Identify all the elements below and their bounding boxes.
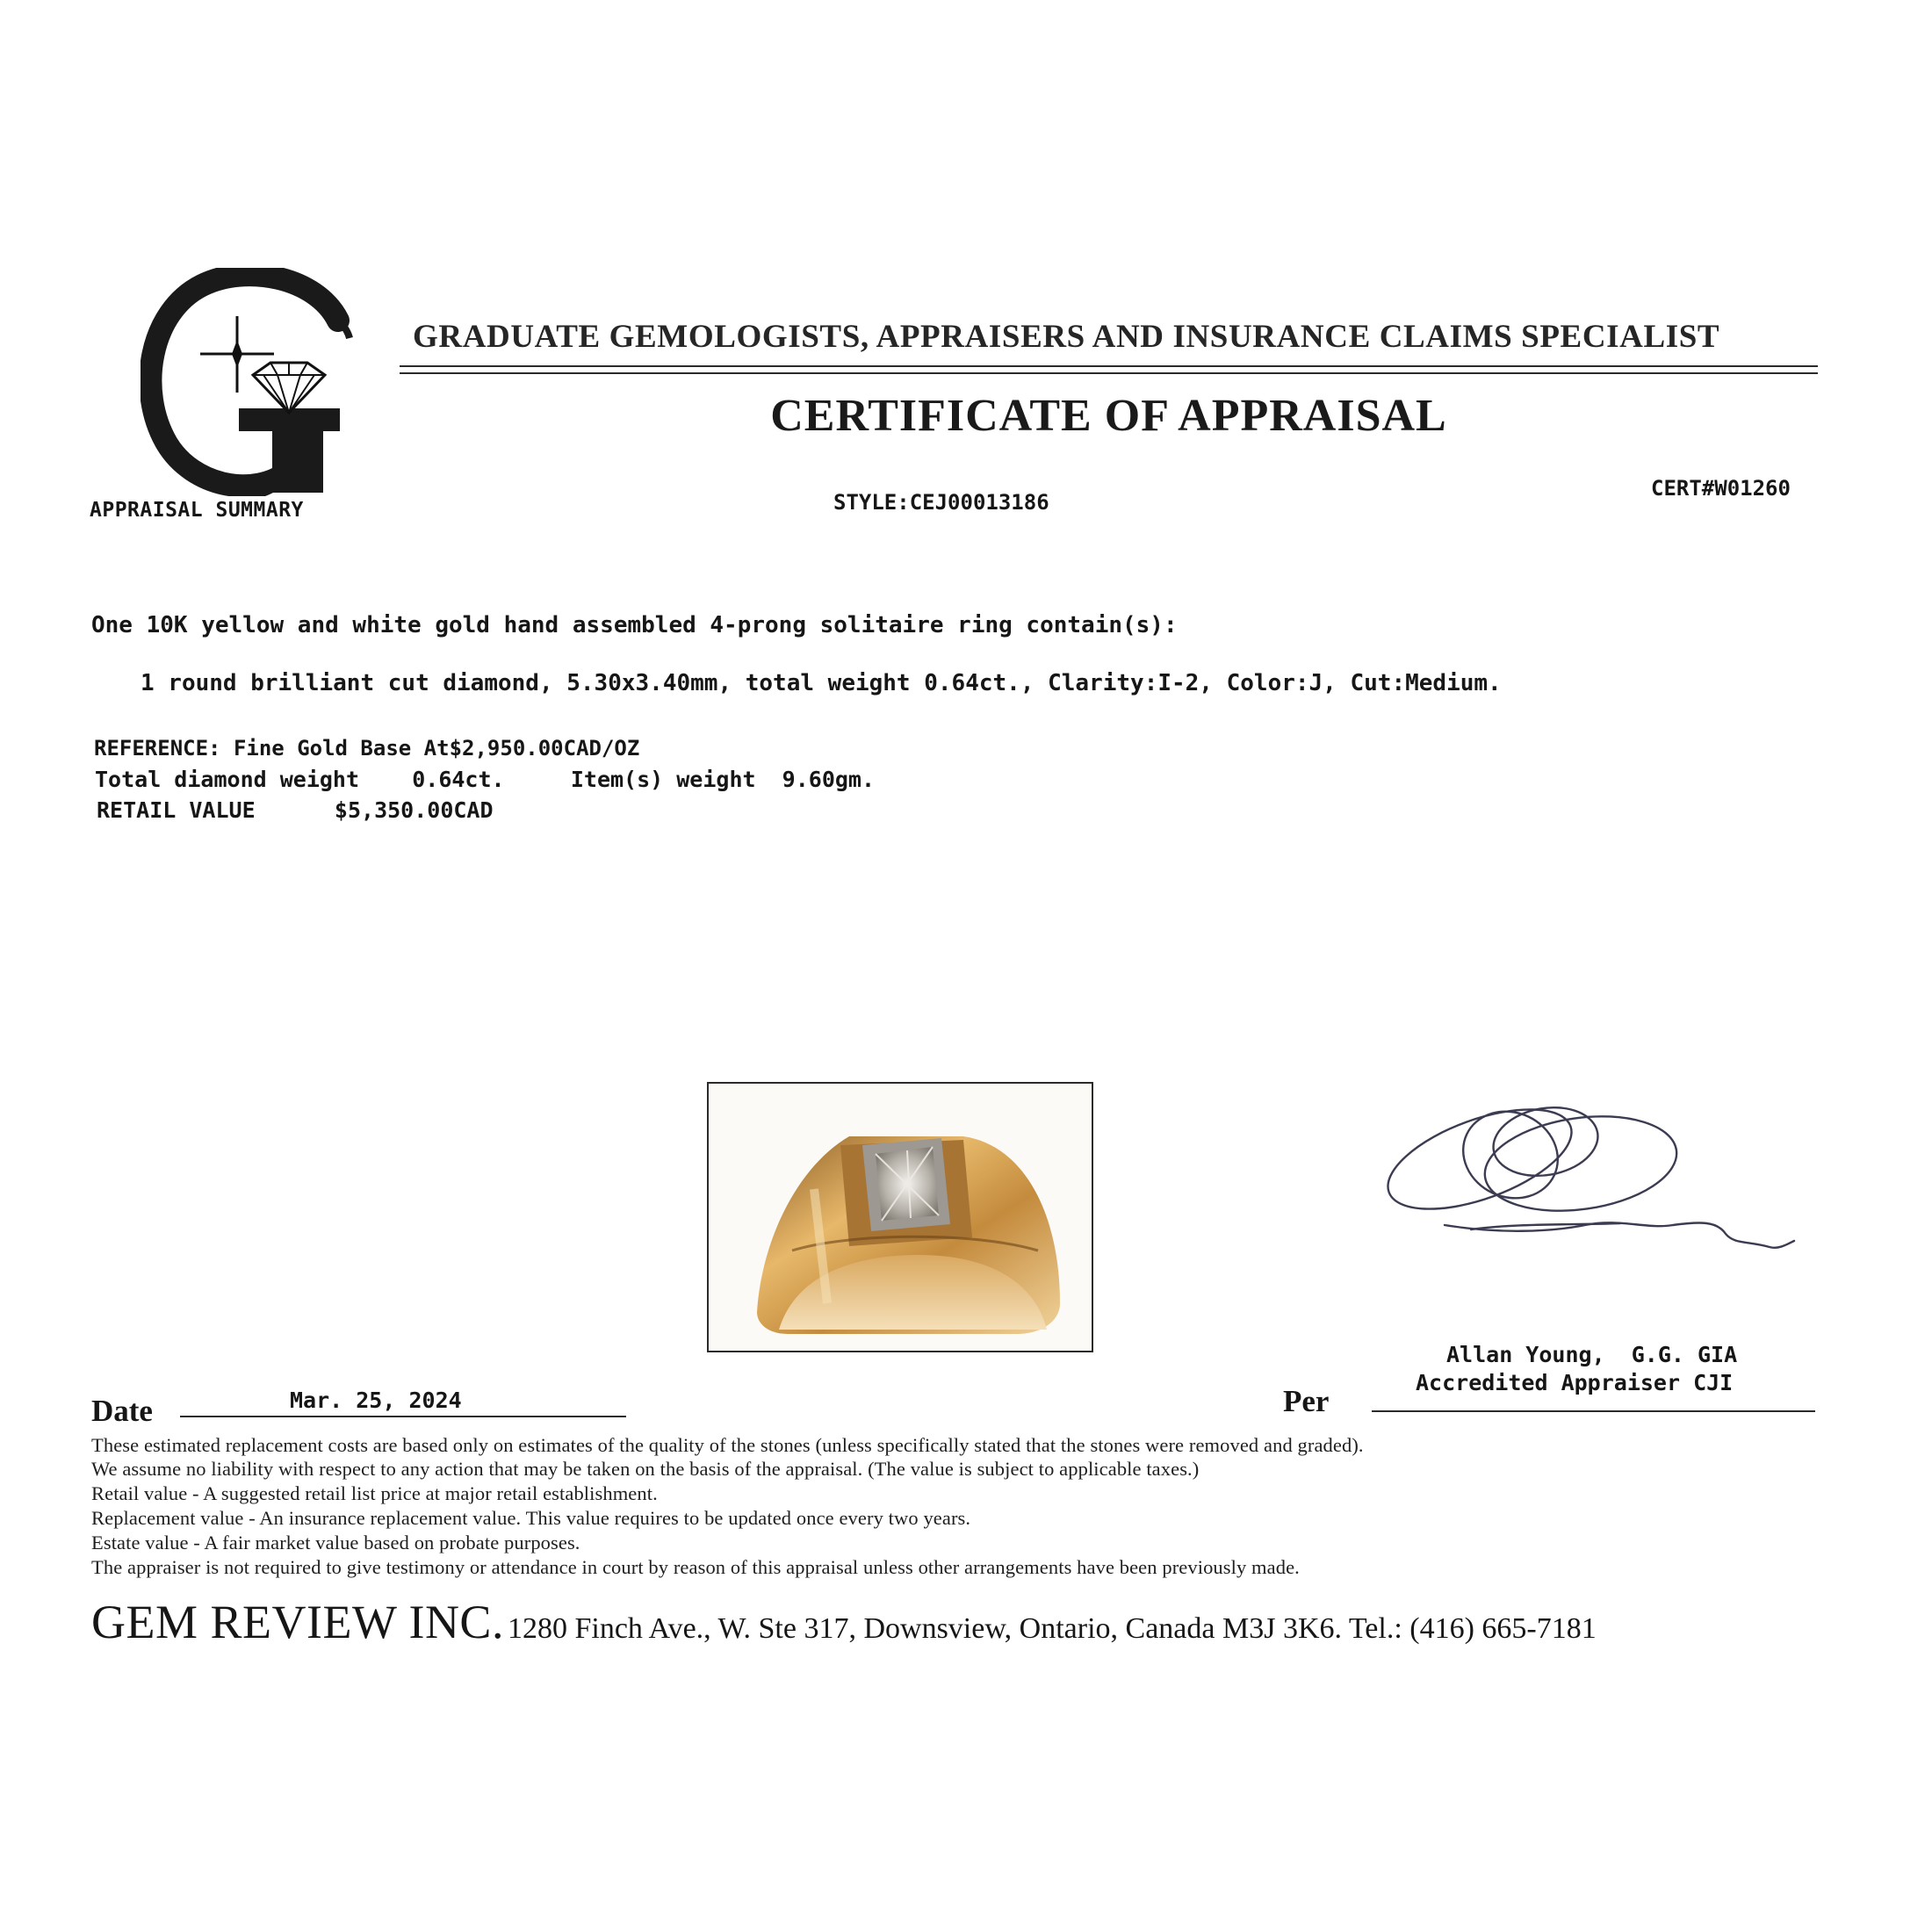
- date-value: Mar. 25, 2024: [290, 1388, 462, 1413]
- company-name: GEM REVIEW INC.: [91, 1596, 504, 1648]
- header-rule-bottom: [400, 372, 1818, 374]
- ring-image: [709, 1084, 1092, 1351]
- gg-diamond-logo-icon: [141, 268, 360, 496]
- certificate-number: CERT#W01260: [1651, 476, 1791, 501]
- disclaimer-line: Estate value - A fair market value based on probate purposes.: [91, 1532, 580, 1554]
- appraisal-summary-label: APPRAISAL SUMMARY: [90, 499, 304, 522]
- header-rule-top: [400, 365, 1818, 367]
- gold-reference: REFERENCE: Fine Gold Base At$2,950.00CAD/OZ: [94, 736, 640, 761]
- weights-line: Total diamond weight 0.64ct. Item(s) weight 9.60gm.: [95, 767, 876, 792]
- disclaimer-line: Replacement value - An insurance replacement value. This value requires to be updated once every two years.: [91, 1507, 971, 1529]
- per-label: Per: [1283, 1384, 1330, 1418]
- specialist-heading: GRADUATE GEMOLOGISTS, APPRAISERS AND INSURANCE CLAIMS SPECIALIST: [413, 319, 1720, 355]
- per-underline: [1372, 1410, 1815, 1412]
- date-label: Date: [91, 1394, 153, 1428]
- stone-description: 1 round brilliant cut diamond, 5.30x3.40mm, total weight 0.64ct., Clarity:I-2, Color:J, Cut:Medium.: [141, 670, 1502, 696]
- certificate-title: CERTIFICATE OF APPRAISAL: [770, 391, 1447, 441]
- appraiser-name: Allan Young, G.G. GIA: [1446, 1342, 1738, 1367]
- disclaimer-line: These estimated replacement costs are based only on estimates of the quality of the stones (unless specifically stated that the stones were removed and graded).: [91, 1434, 1364, 1456]
- retail-value: RETAIL VALUE $5,350.00CAD: [97, 797, 494, 823]
- item-description: One 10K yellow and white gold hand assembled 4-prong solitaire ring contain(s):: [91, 612, 1178, 638]
- disclaimer-line: We assume no liability with respect to any action that may be taken on the basis of the appraisal. (The value is subject to applicable taxes.): [91, 1458, 1200, 1480]
- appraiser-credential: Accredited Appraiser CJI: [1416, 1370, 1734, 1395]
- disclaimer-line: Retail value - A suggested retail list price at major retail establishment.: [91, 1482, 658, 1504]
- date-underline: [180, 1416, 626, 1417]
- appraiser-signature: [1357, 1093, 1796, 1256]
- company-footer: [91, 1595, 1597, 1649]
- style-number: STYLE:CEJ00013186: [833, 490, 1049, 515]
- ring-photo: [707, 1082, 1093, 1352]
- disclaimer-line: The appraiser is not required to give testimony or attendance in court by reason of this appraisal unless other arrangements have been previously made.: [91, 1556, 1300, 1578]
- company-address: 1280 Finch Ave., W. Ste 317, Downsview, Ontario, Canada M3J 3K6. Tel.: (416) 665-7181: [507, 1612, 1597, 1645]
